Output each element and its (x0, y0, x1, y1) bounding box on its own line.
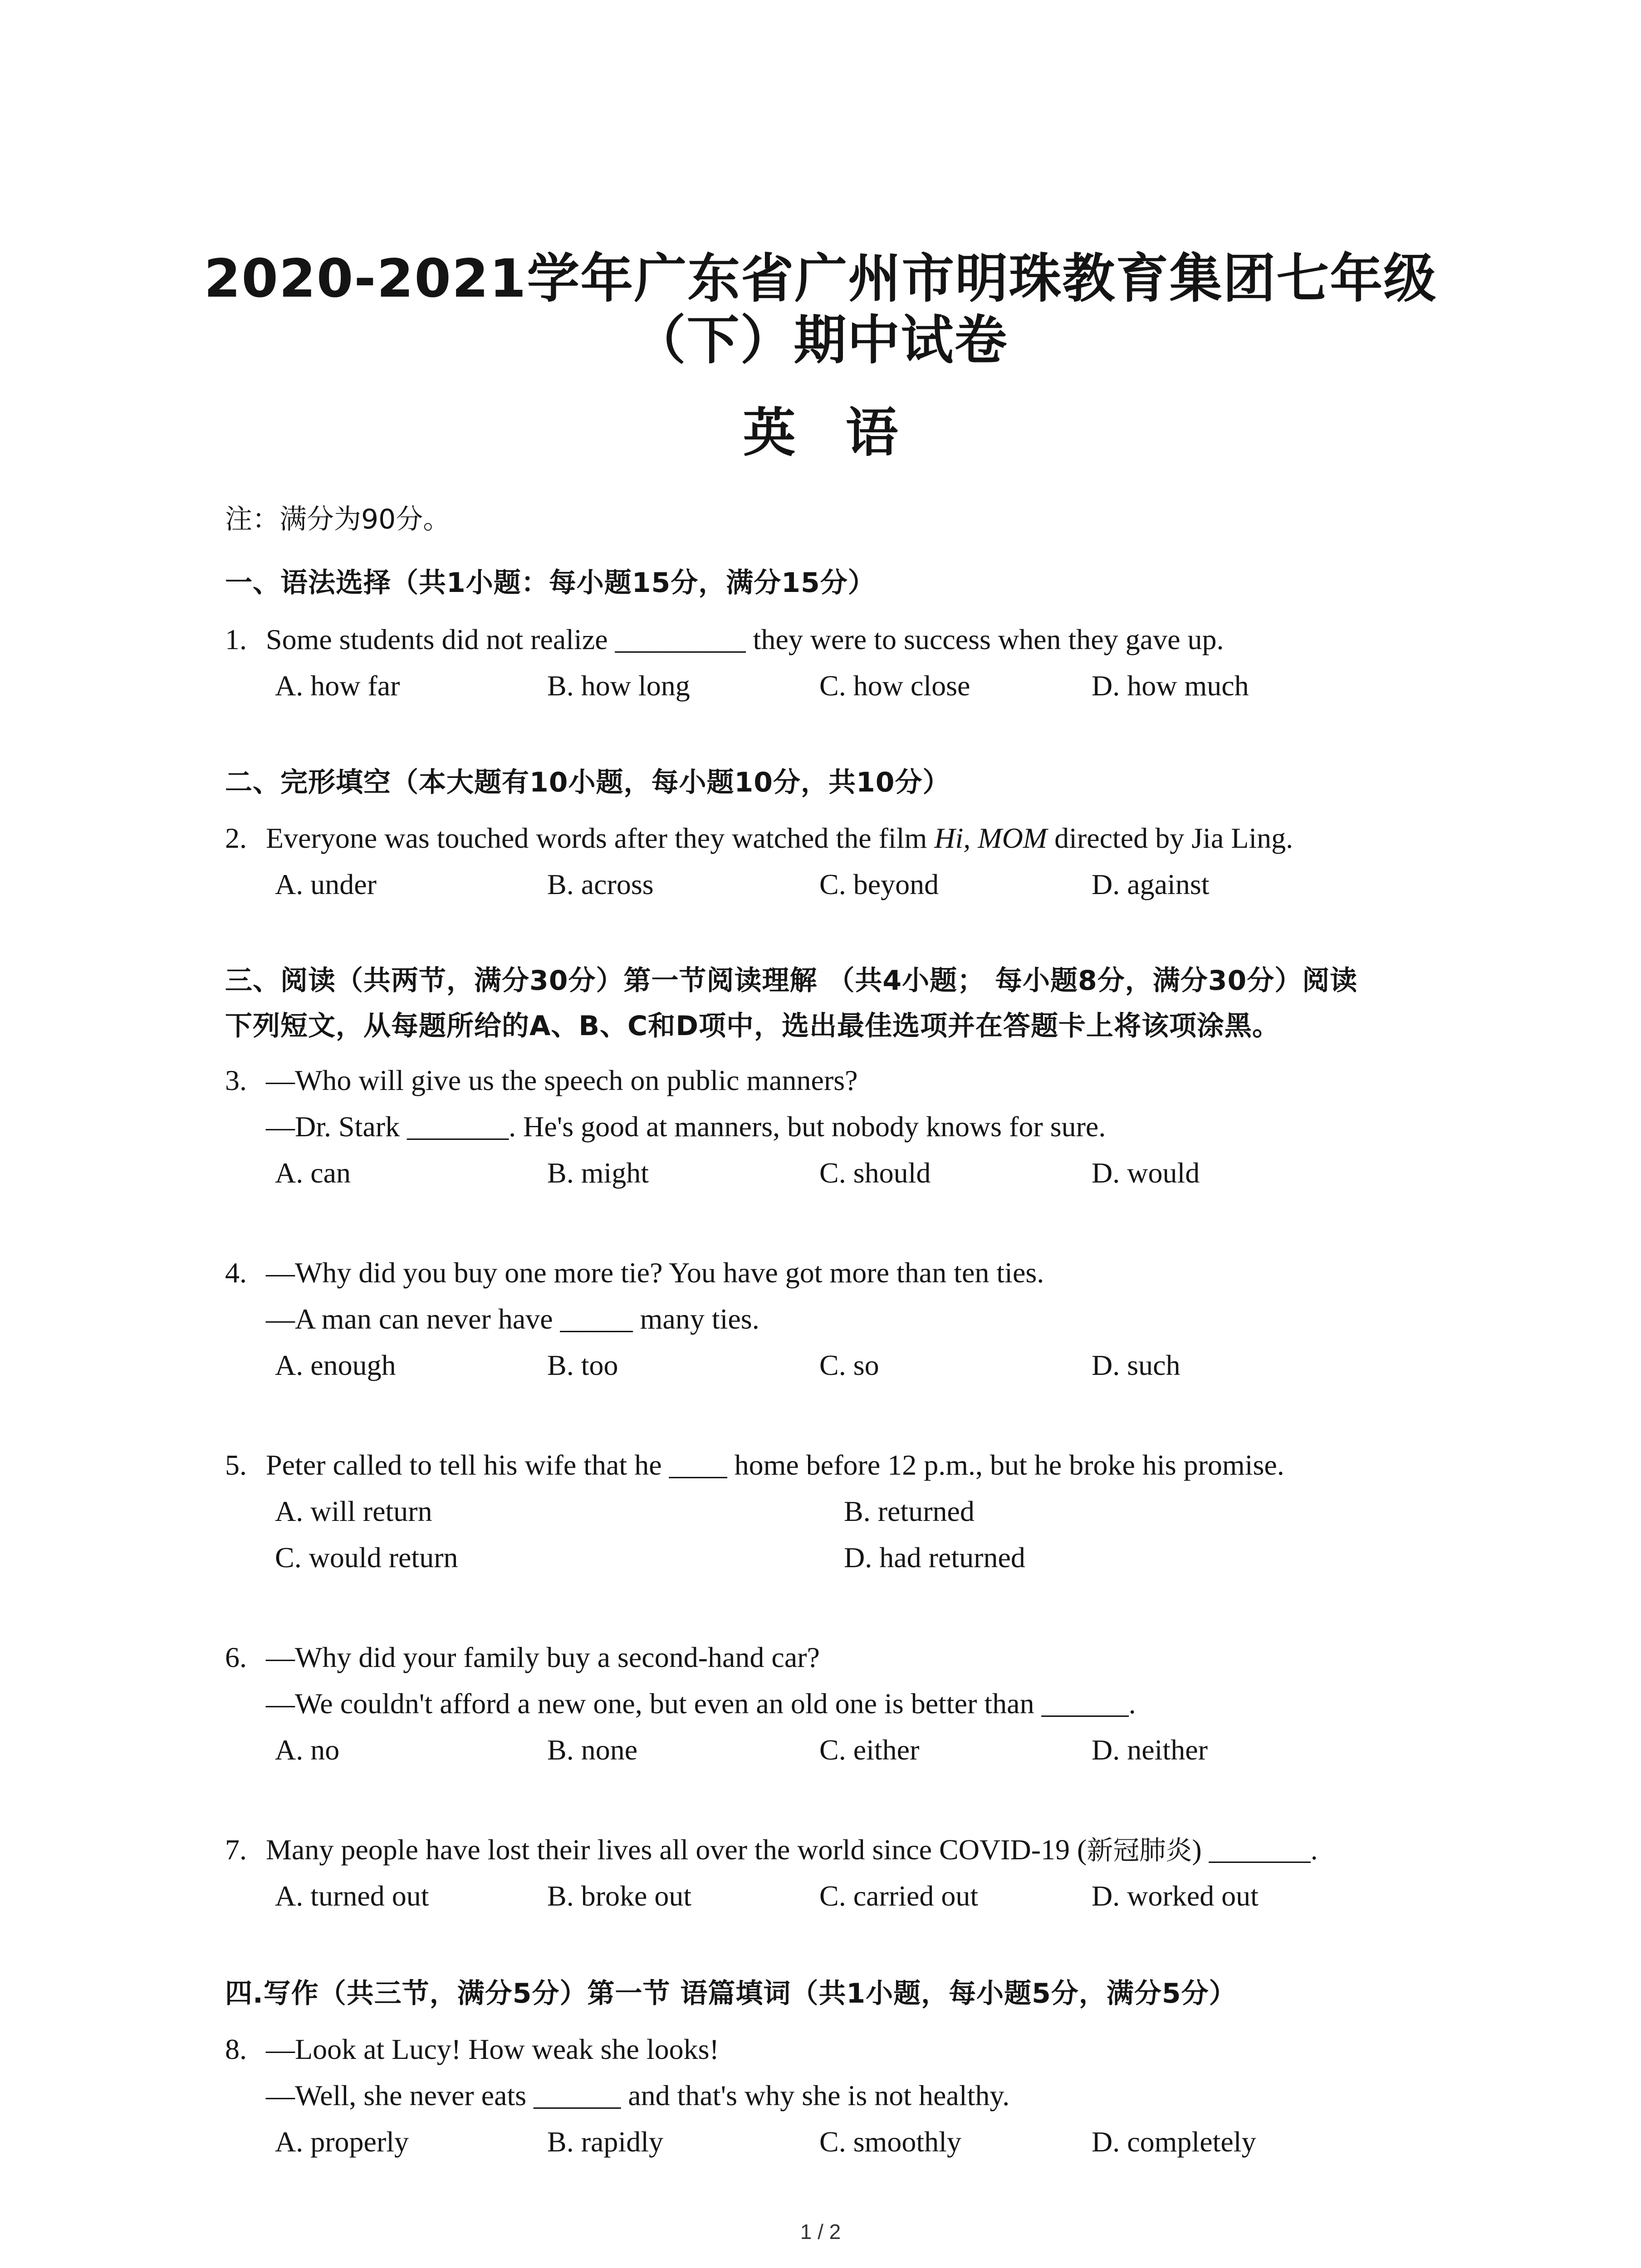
option-d[interactable]: D. against (1092, 868, 1210, 900)
option-b[interactable]: B. returned (844, 1495, 975, 1527)
question-text: —Why did your family buy a second-hand car? (266, 1641, 820, 1673)
option-d[interactable]: D. completely (1092, 2126, 1256, 2158)
option-d[interactable]: D. worked out (1092, 1880, 1259, 1912)
option-a[interactable]: A. enough (275, 1349, 396, 1381)
option-c[interactable]: C. should (819, 1157, 931, 1189)
option-b[interactable]: B. might (547, 1157, 649, 1189)
question-text: Some students did not realize _________ they were to success when they gave up. (266, 623, 1224, 655)
option-c[interactable]: C. would return (275, 1541, 458, 1574)
question-number: 1. (225, 623, 247, 655)
exam-title-line2: （下）期中试卷 (633, 310, 1008, 371)
question-text: —Well, she never eats ______ and that's why she is not healthy. (266, 2079, 1010, 2112)
option-d[interactable]: D. would (1092, 1157, 1200, 1189)
option-a[interactable]: A. no (275, 1734, 340, 1766)
option-a[interactable]: A. properly (275, 2126, 409, 2158)
question-number: 3. (225, 1064, 247, 1096)
option-b[interactable]: B. rapidly (547, 2126, 663, 2158)
question-number: 8. (225, 2033, 247, 2065)
section-heading-reading-cont: 下列短文，从每题所给的A、B、C和D项中，选出最佳选项并在答题卡上将该项涂黑。 (225, 1010, 1280, 1042)
question-number: 7. (225, 1833, 247, 1866)
question-text: —Look at Lucy! How weak she looks! (266, 2033, 719, 2065)
question-number: 4. (225, 1256, 247, 1289)
section-heading-reading: 三、阅读（共两节，满分30分）第一节阅读理解 （共4小题； 每小题8分，满分30分）阅读 (225, 965, 1358, 997)
option-b[interactable]: B. none (547, 1734, 638, 1766)
question-text: —Why did you buy one more tie? You have got more than ten ties. (266, 1256, 1044, 1289)
option-c[interactable]: C. smoothly (819, 2126, 961, 2158)
question-number: 2. (225, 822, 247, 854)
section-heading-writing: 四.写作（共三节，满分5分）第一节 语篇填词（共1小题，每小题5分，满分5分） (225, 1978, 1237, 2009)
option-a[interactable]: A. will return (275, 1495, 432, 1527)
score-note: 注：满分为90分。 (225, 503, 451, 535)
subject-title: 英语 (743, 402, 948, 464)
option-a[interactable]: A. how far (275, 670, 400, 702)
question-text: Peter called to tell his wife that he ____ home before 12 p.m., but he broke his promise. (266, 1449, 1284, 1481)
question-text (266, 820, 1293, 856)
question-number: 5. (225, 1449, 247, 1481)
question-text: —Who will give us the speech on public manners? (266, 1064, 858, 1096)
question-text: —A man can never have _____ many ties. (266, 1303, 759, 1335)
option-d[interactable]: D. neither (1092, 1734, 1208, 1766)
option-d[interactable]: D. how much (1092, 670, 1249, 702)
question-text-part: Many people have lost their lives all over the world since COVID-19 ( (266, 1833, 1087, 1866)
question-text-part: ) _______. (1192, 1833, 1318, 1866)
option-b[interactable]: B. broke out (547, 1880, 692, 1912)
film-title: Hi, MOM (934, 822, 1048, 854)
question-text-part: directed by Jia Ling. (1047, 822, 1293, 854)
section-heading-grammar: 一、语法选择（共1小题：每小题15分，满分15分） (225, 567, 876, 599)
question-number: 6. (225, 1641, 247, 1673)
option-c[interactable]: C. beyond (819, 868, 939, 900)
option-c[interactable]: C. carried out (819, 1880, 979, 1912)
question-text (266, 1832, 1318, 1868)
page-number: 1 / 2 (800, 2220, 841, 2244)
option-b[interactable]: B. too (547, 1349, 618, 1381)
question-text: —We couldn't afford a new one, but even an old one is better than ______. (266, 1687, 1136, 1720)
question-text-part: Everyone was touched words after they watched the film (266, 822, 935, 854)
option-c[interactable]: C. so (819, 1349, 879, 1381)
chinese-gloss: 新冠肺炎 (1087, 1835, 1192, 1866)
option-a[interactable]: A. turned out (275, 1880, 429, 1912)
exam-title-line1: 2020-2021学年广东省广州市明珠教育集团七年级 (204, 248, 1437, 309)
option-c[interactable]: C. either (819, 1734, 920, 1766)
option-d[interactable]: D. had returned (844, 1541, 1025, 1574)
option-a[interactable]: A. under (275, 868, 377, 900)
option-b[interactable]: B. across (547, 868, 654, 900)
option-d[interactable]: D. such (1092, 1349, 1181, 1381)
option-a[interactable]: A. can (275, 1157, 351, 1189)
option-b[interactable]: B. how long (547, 670, 690, 702)
option-c[interactable]: C. how close (819, 670, 970, 702)
section-heading-cloze: 二、完形填空（本大题有10小题，每小题10分，共10分） (225, 767, 950, 798)
question-text: —Dr. Stark _______. He's good at manners, but nobody knows for sure. (266, 1110, 1106, 1143)
